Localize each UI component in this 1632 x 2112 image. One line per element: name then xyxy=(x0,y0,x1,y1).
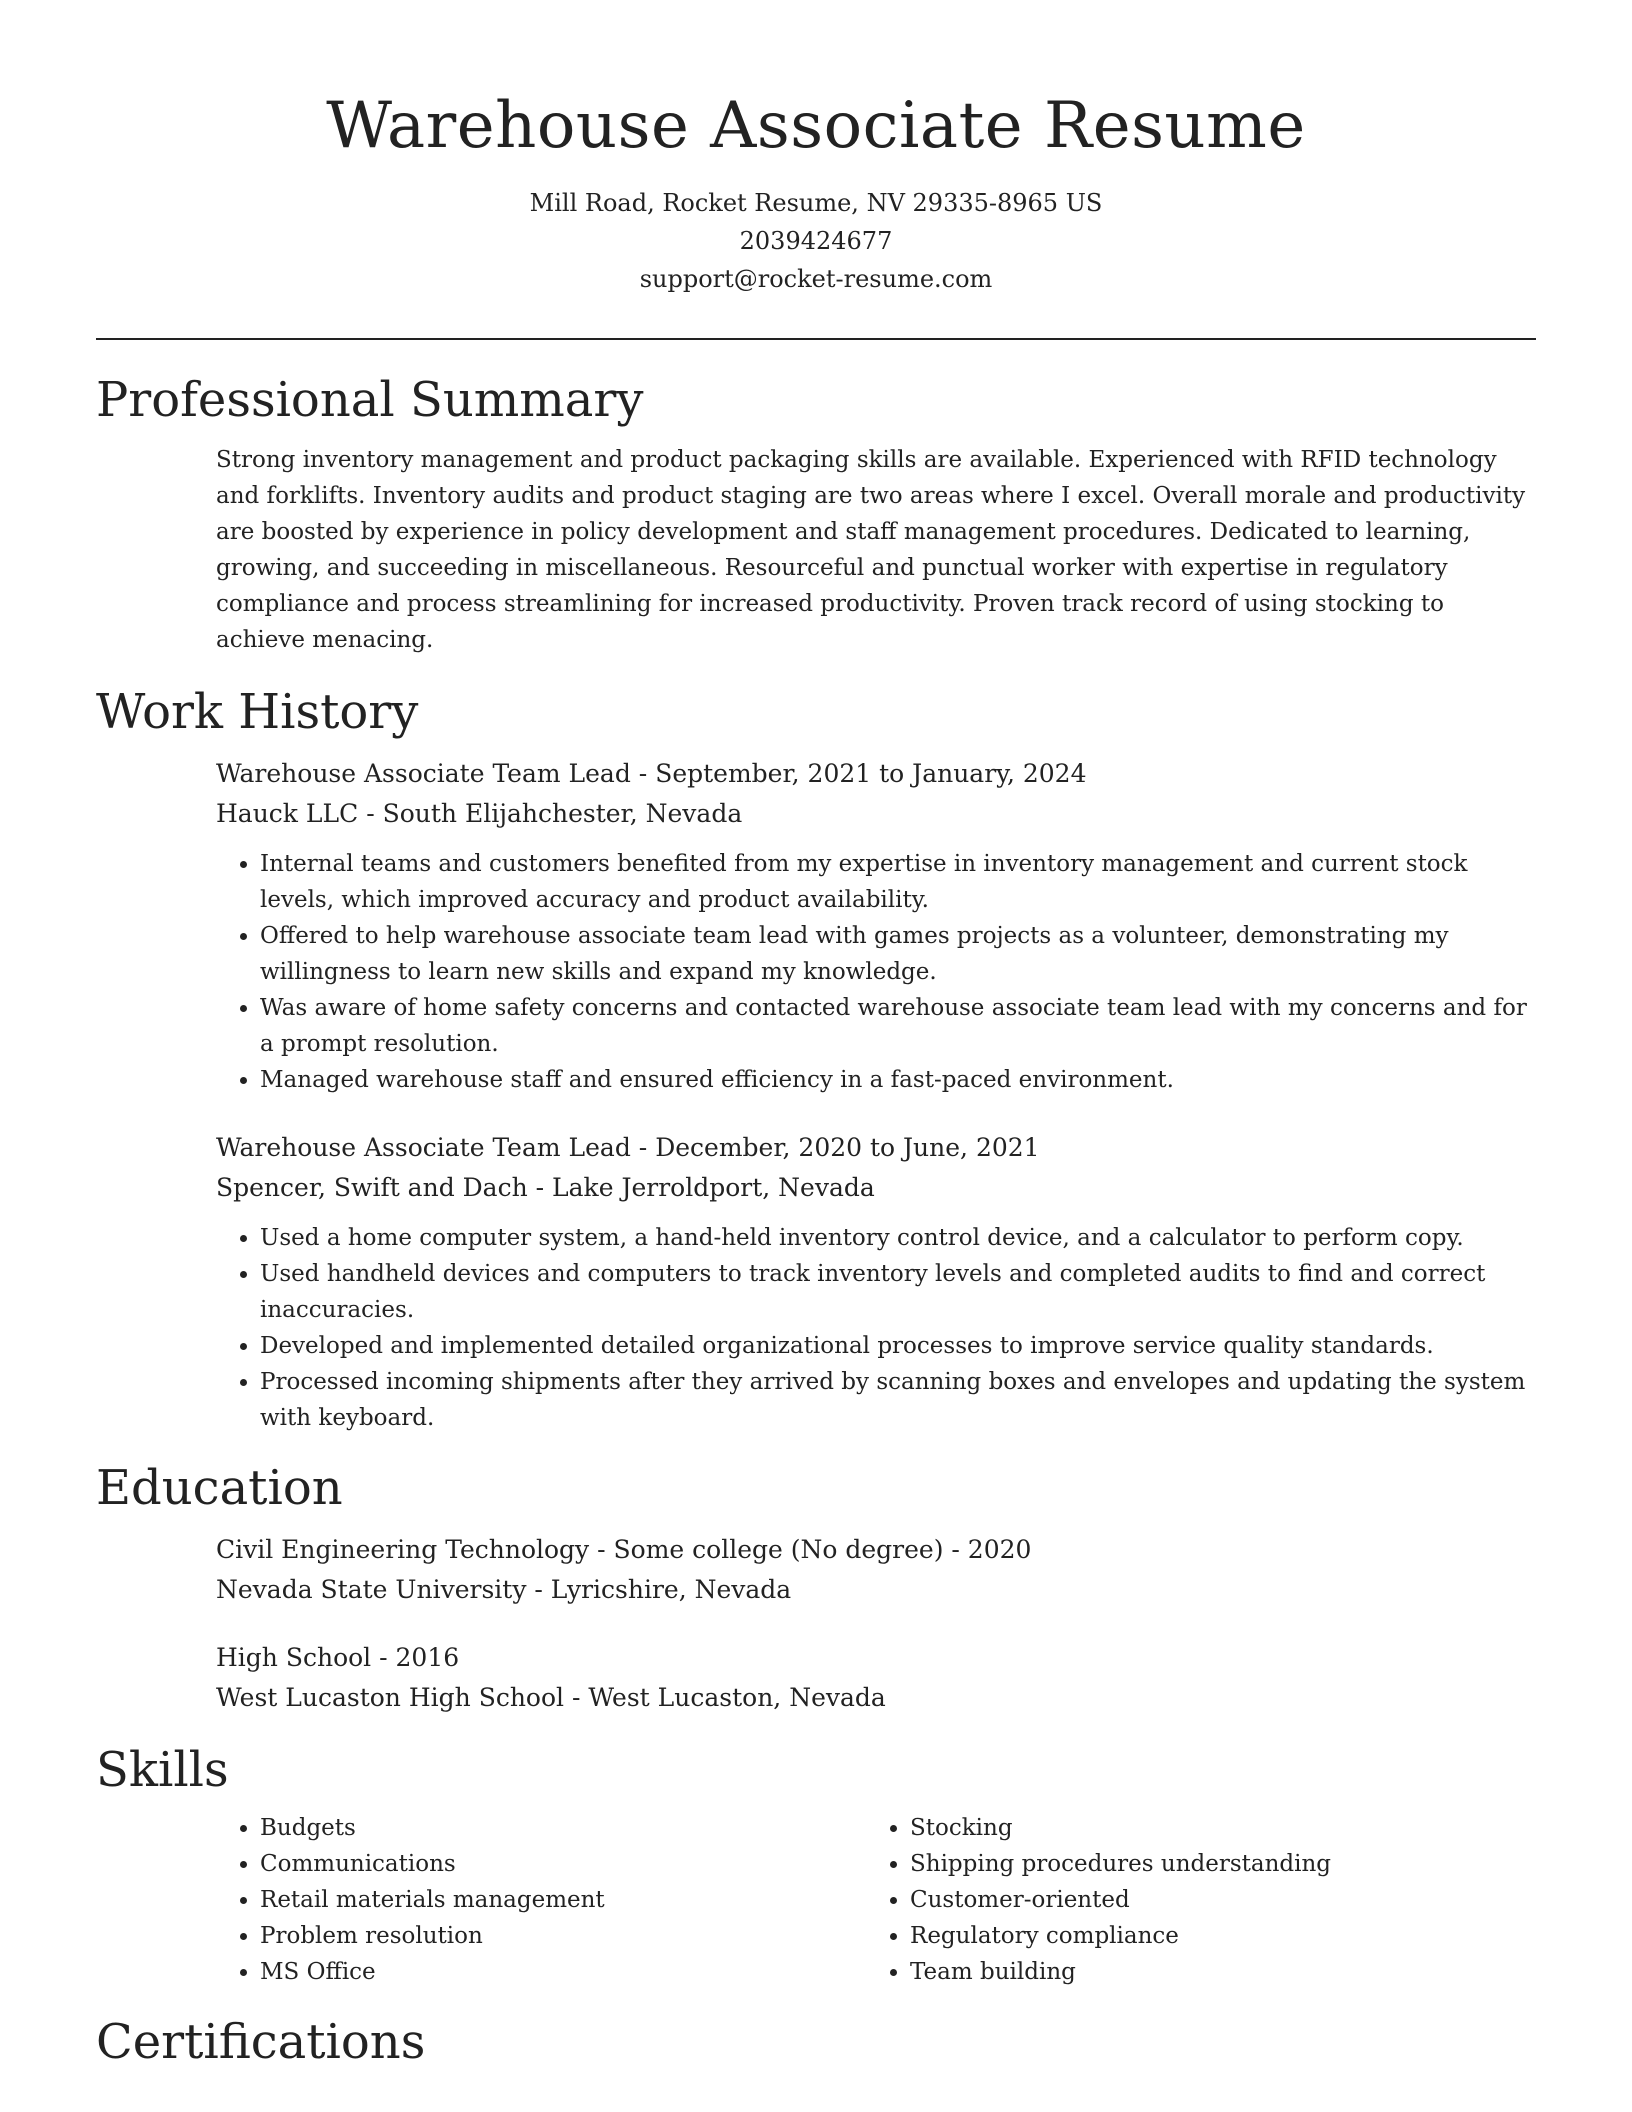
contact-block xyxy=(0,184,1632,298)
job-dates: September, 2021 to January, 2024 xyxy=(655,759,1087,788)
job-bullet: • Managed warehouse staff and ensured efficiency in a fast-paced environment. xyxy=(260,1062,1536,1098)
job-company: Hauck LLC xyxy=(216,799,359,828)
education-section xyxy=(96,1458,1536,1718)
education-location: West Lucaston, Nevada xyxy=(588,1683,886,1712)
contact-address: Mill Road, Rocket Resume, NV 29335-8965 US xyxy=(529,189,1103,217)
skill-item: • Customer-oriented xyxy=(910,1882,1516,1918)
education-degree: High School xyxy=(216,1643,372,1672)
education-school: Nevada State University xyxy=(216,1575,527,1604)
job-bullets xyxy=(216,1220,1536,1436)
contact-email: support@rocket-resume.com xyxy=(639,265,993,293)
education-detail: Some college (No degree) - 2020 xyxy=(613,1535,1032,1564)
job-location: South Elijahchester, Nevada xyxy=(382,799,743,828)
education-degree-line: Civil Engineering Technology - Some college (No degree) - 2020 xyxy=(216,1535,1032,1564)
skill-item: • Regulatory compliance xyxy=(910,1918,1516,1954)
skills-list-left xyxy=(216,1810,866,1990)
job-bullet: • Used handheld devices and computers to track inventory levels and completed audits to find and correct inaccuracies. xyxy=(260,1256,1536,1328)
education-school: West Lucaston High School xyxy=(216,1683,565,1712)
header-divider xyxy=(96,338,1536,340)
skills-heading: Skills xyxy=(96,1742,229,1798)
skill-item: • Team building xyxy=(910,1954,1516,1990)
resume-title: Warehouse Associate Resume xyxy=(326,89,1306,163)
job-position: Warehouse Associate Team Lead xyxy=(216,1133,631,1162)
skills-list-right xyxy=(866,1810,1516,1990)
resume-header xyxy=(0,0,1632,298)
education-entry xyxy=(216,1638,1536,1718)
skill-item: • Budgets xyxy=(260,1810,866,1846)
summary-section xyxy=(96,370,1536,658)
education-school-line: West Lucaston High School - West Lucaston, Nevada xyxy=(216,1683,886,1712)
skill-item: • MS Office xyxy=(260,1954,866,1990)
education-heading: Education xyxy=(96,1460,343,1516)
contact-phone: 2039424677 xyxy=(739,227,893,255)
skills-section xyxy=(96,1740,1536,1990)
education-degree: Civil Engineering Technology xyxy=(216,1535,590,1564)
job-position: Warehouse Associate Team Lead xyxy=(216,759,631,788)
job-company-line: Spencer, Swift and Dach - Lake Jerroldport, Nevada xyxy=(216,1173,875,1202)
job-dates: December, 2020 to June, 2021 xyxy=(655,1133,1040,1162)
education-school-line: Nevada State University - Lyricshire, Nevada xyxy=(216,1575,792,1604)
job-bullet: • Used a home computer system, a hand-held inventory control device, and a calculator to perform copy. xyxy=(260,1220,1536,1256)
certifications-section xyxy=(96,2012,1536,2072)
job-bullets xyxy=(216,846,1536,1098)
job-bullet: • Developed and implemented detailed organizational processes to improve service quality standards. xyxy=(260,1328,1536,1364)
skill-item: • Stocking xyxy=(910,1810,1516,1846)
summary-text: Strong inventory management and product packaging skills are available. Experienced with RFID technology and forklifts. Inventory audits and product staging are two areas where I excel. Overall morale and productivity are boosted by experience in policy development and staff management procedures. Dedicated to learning, growing, and succeeding in miscellaneous. Resourceful and punctual worker with expertise in regulatory compliance and process streamlining for increased productivity. Proven track record of using stocking to achieve menacing. xyxy=(216,447,1526,653)
education-degree-line: High School - 2016 xyxy=(216,1643,460,1672)
skill-item: • Retail materials management xyxy=(260,1882,866,1918)
skills-columns xyxy=(216,1810,1536,1990)
job-location: Lake Jerroldport, Nevada xyxy=(552,1173,875,1202)
job-company: Spencer, Swift and Dach xyxy=(216,1173,528,1202)
work-history-section xyxy=(96,682,1536,1436)
job-entry xyxy=(216,1128,1536,1436)
job-entry xyxy=(216,754,1536,1098)
job-title-line: Warehouse Associate Team Lead - December, 2020 to June, 2021 xyxy=(216,1133,1040,1162)
job-title-line: Warehouse Associate Team Lead - September, 2021 to January, 2024 xyxy=(216,759,1087,788)
job-bullet: • Internal teams and customers benefited from my expertise in inventory management and current stock levels, which improved accuracy and product availability. xyxy=(260,846,1536,918)
job-company-line: Hauck LLC - South Elijahchester, Nevada xyxy=(216,799,743,828)
job-bullet: • Was aware of home safety concerns and contacted warehouse associate team lead with my concerns and for a prompt resolution. xyxy=(260,990,1536,1062)
skill-item: • Communications xyxy=(260,1846,866,1882)
education-entry xyxy=(216,1530,1536,1610)
skill-item: • Shipping procedures understanding xyxy=(910,1846,1516,1882)
job-bullet: • Processed incoming shipments after they arrived by scanning boxes and envelopes and updating the system with keyboard. xyxy=(260,1364,1536,1436)
skill-item: • Problem resolution xyxy=(260,1918,866,1954)
certifications-heading: Certifications xyxy=(96,2014,426,2070)
education-location: Lyricshire, Nevada xyxy=(550,1575,792,1604)
education-detail: 2016 xyxy=(395,1643,460,1672)
summary-heading: Professional Summary xyxy=(96,372,644,428)
work-history-heading: Work History xyxy=(96,684,419,740)
job-bullet: • Offered to help warehouse associate team lead with games projects as a volunteer, demonstrating my willingness to learn new skills and expand my knowledge. xyxy=(260,918,1536,990)
